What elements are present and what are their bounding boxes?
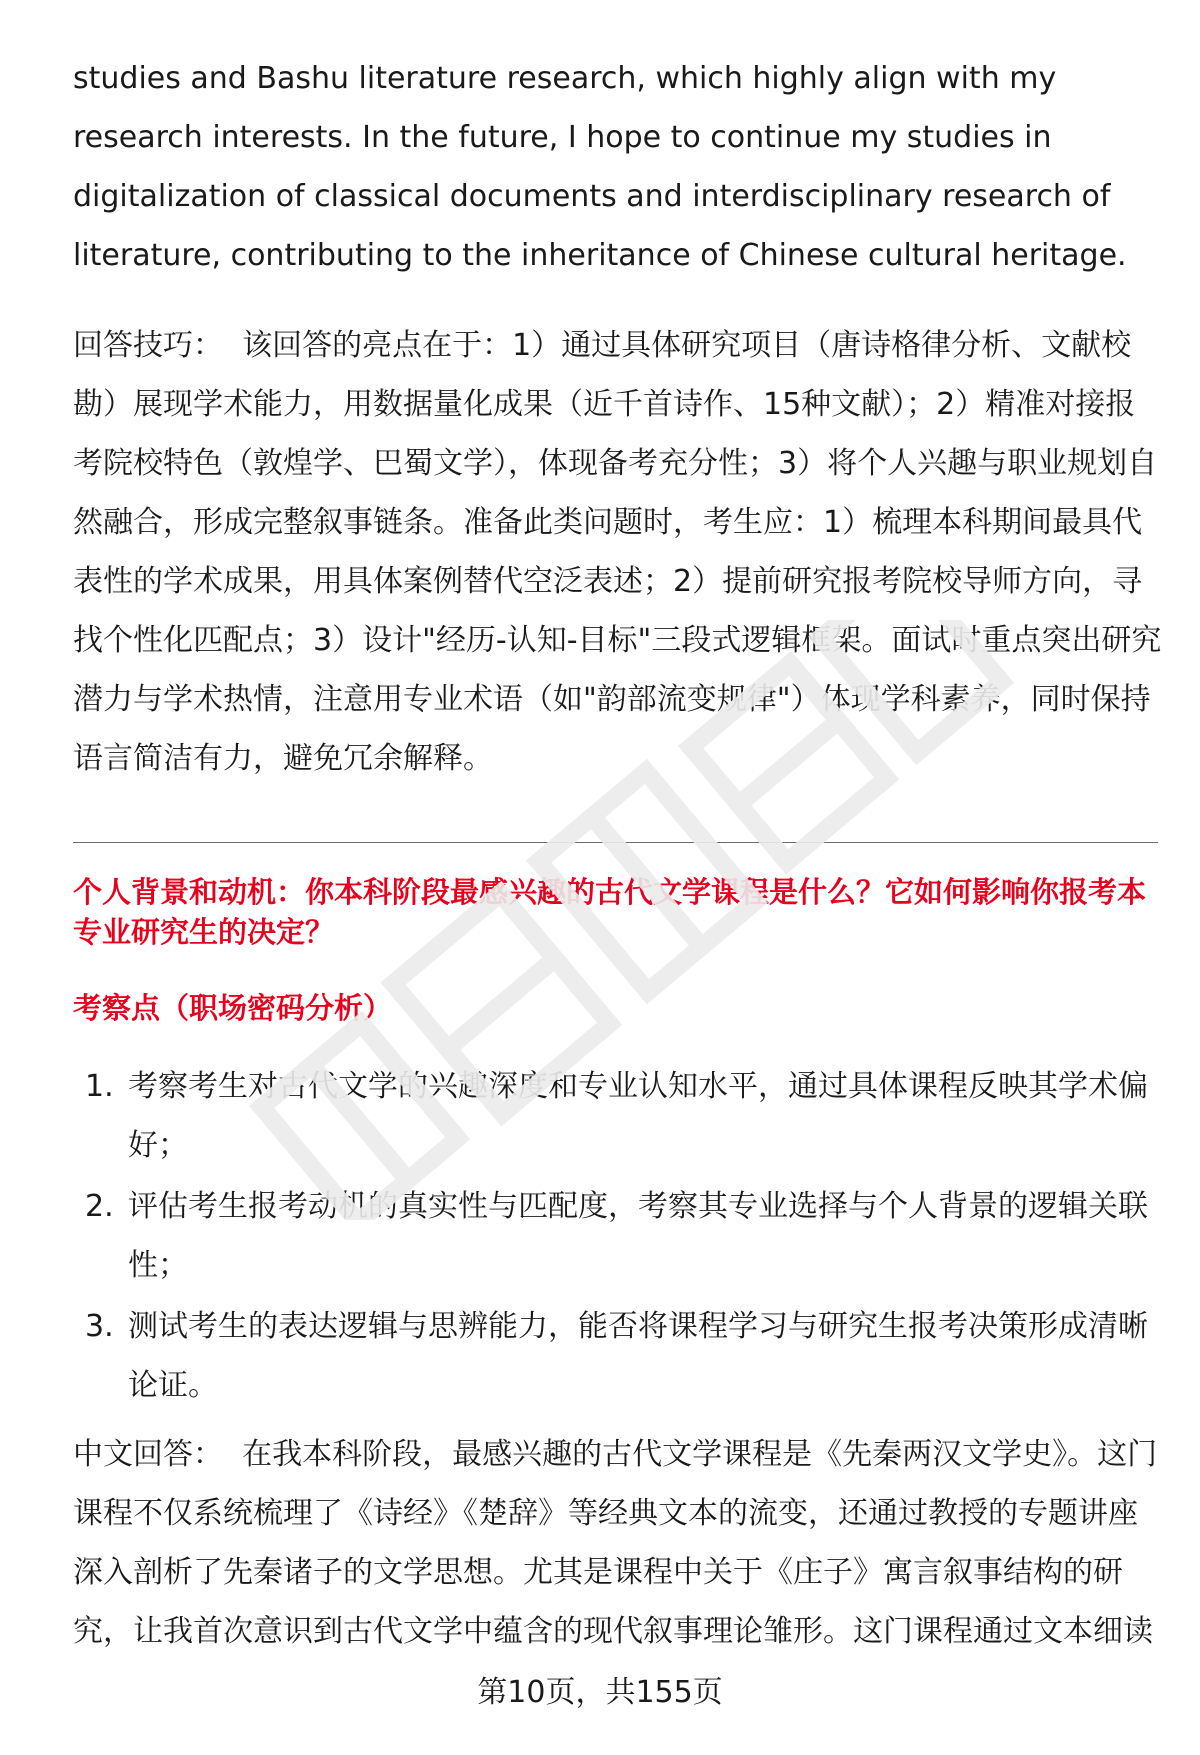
intro-english-paragraph: studies and Bashu literature research, which highly align with my research interests. In the future, I hope to continue my studies in digitalization of classical documents and interdisciplinary research of literature, contributing to the inheritance of Chinese cultural heritage. <box>73 61 1127 273</box>
list-item-text: 测试考生的表达逻辑与思辨能力，能否将课程学习与研究生报考决策形成清晰论证。 <box>128 1309 1148 1403</box>
list-item-number: 1. <box>85 1069 114 1104</box>
list-item <box>73 1057 1163 1175</box>
list-item <box>73 1297 1163 1415</box>
answer-label: 中文回答： <box>73 1437 223 1472</box>
list-item-number: 3. <box>85 1309 114 1344</box>
chinese-answer-paragraph <box>73 1425 1163 1661</box>
assessment-subheading: 考察点（职场密码分析） <box>73 991 393 1025</box>
list-item-number: 2. <box>85 1189 114 1224</box>
list-item <box>73 1177 1163 1295</box>
list-item-text: 评估考生报考动机的真实性与匹配度，考察其专业选择与个人背景的逻辑关联性； <box>128 1189 1148 1283</box>
answer-tips-paragraph <box>73 316 1163 788</box>
tips-text: 该回答的亮点在于：1）通过具体研究项目（唐诗格律分析、文献校勘）展现学术能力，用数据量化成果（近千首诗作、15种文献）；2）精准对接报考院校特色（敦煌学、巴蜀文学），体现备考充分性；3）将个人兴趣与职业规划自然融合，形成完整叙事链条。准备此类问题时，考生应：1）梳理本科期间最具代表性的学术成果，用具体案例替代空泛表述；2）提前研究报考院校导师方向，寻找个性化匹配点；3）设计"经历-认知-目标"三段式逻辑框架。面试时重点突出研究潜力与学术热情，注意用专业术语（如"韵部流变规律"）体现学科素养，同时保持语言简洁有力，避免冗余解释。 <box>73 328 1162 776</box>
question-heading: 个人背景和动机：你本科阶段最感兴趣的古代文学课程是什么？它如何影响你报考本专业研究生的决定？ <box>73 875 1147 949</box>
list-item-text: 考察考生对古代文学的兴趣深度和专业认知水平，通过具体课程反映其学术偏好； <box>128 1069 1148 1163</box>
page-number-footer: 第10页，共155页 <box>477 1675 723 1710</box>
answer-text: 在我本科阶段，最感兴趣的古代文学课程是《先秦两汉文学史》。这门课程不仅系统梳理了《诗经》《楚辞》等经典文本的流变，还通过教授的专题讲座深入剖析了先秦诸子的文学思想。尤其是课程中关于《庄子》寓言叙事结构的研究，让我首次意识到古代文学中蕴含的现代叙事理论雏形。这门课程通过文本细读 <box>73 1437 1158 1649</box>
tips-label: 回答技巧： <box>73 328 223 363</box>
assessment-points-list <box>73 1057 1163 1417</box>
section-divider <box>73 842 1158 843</box>
